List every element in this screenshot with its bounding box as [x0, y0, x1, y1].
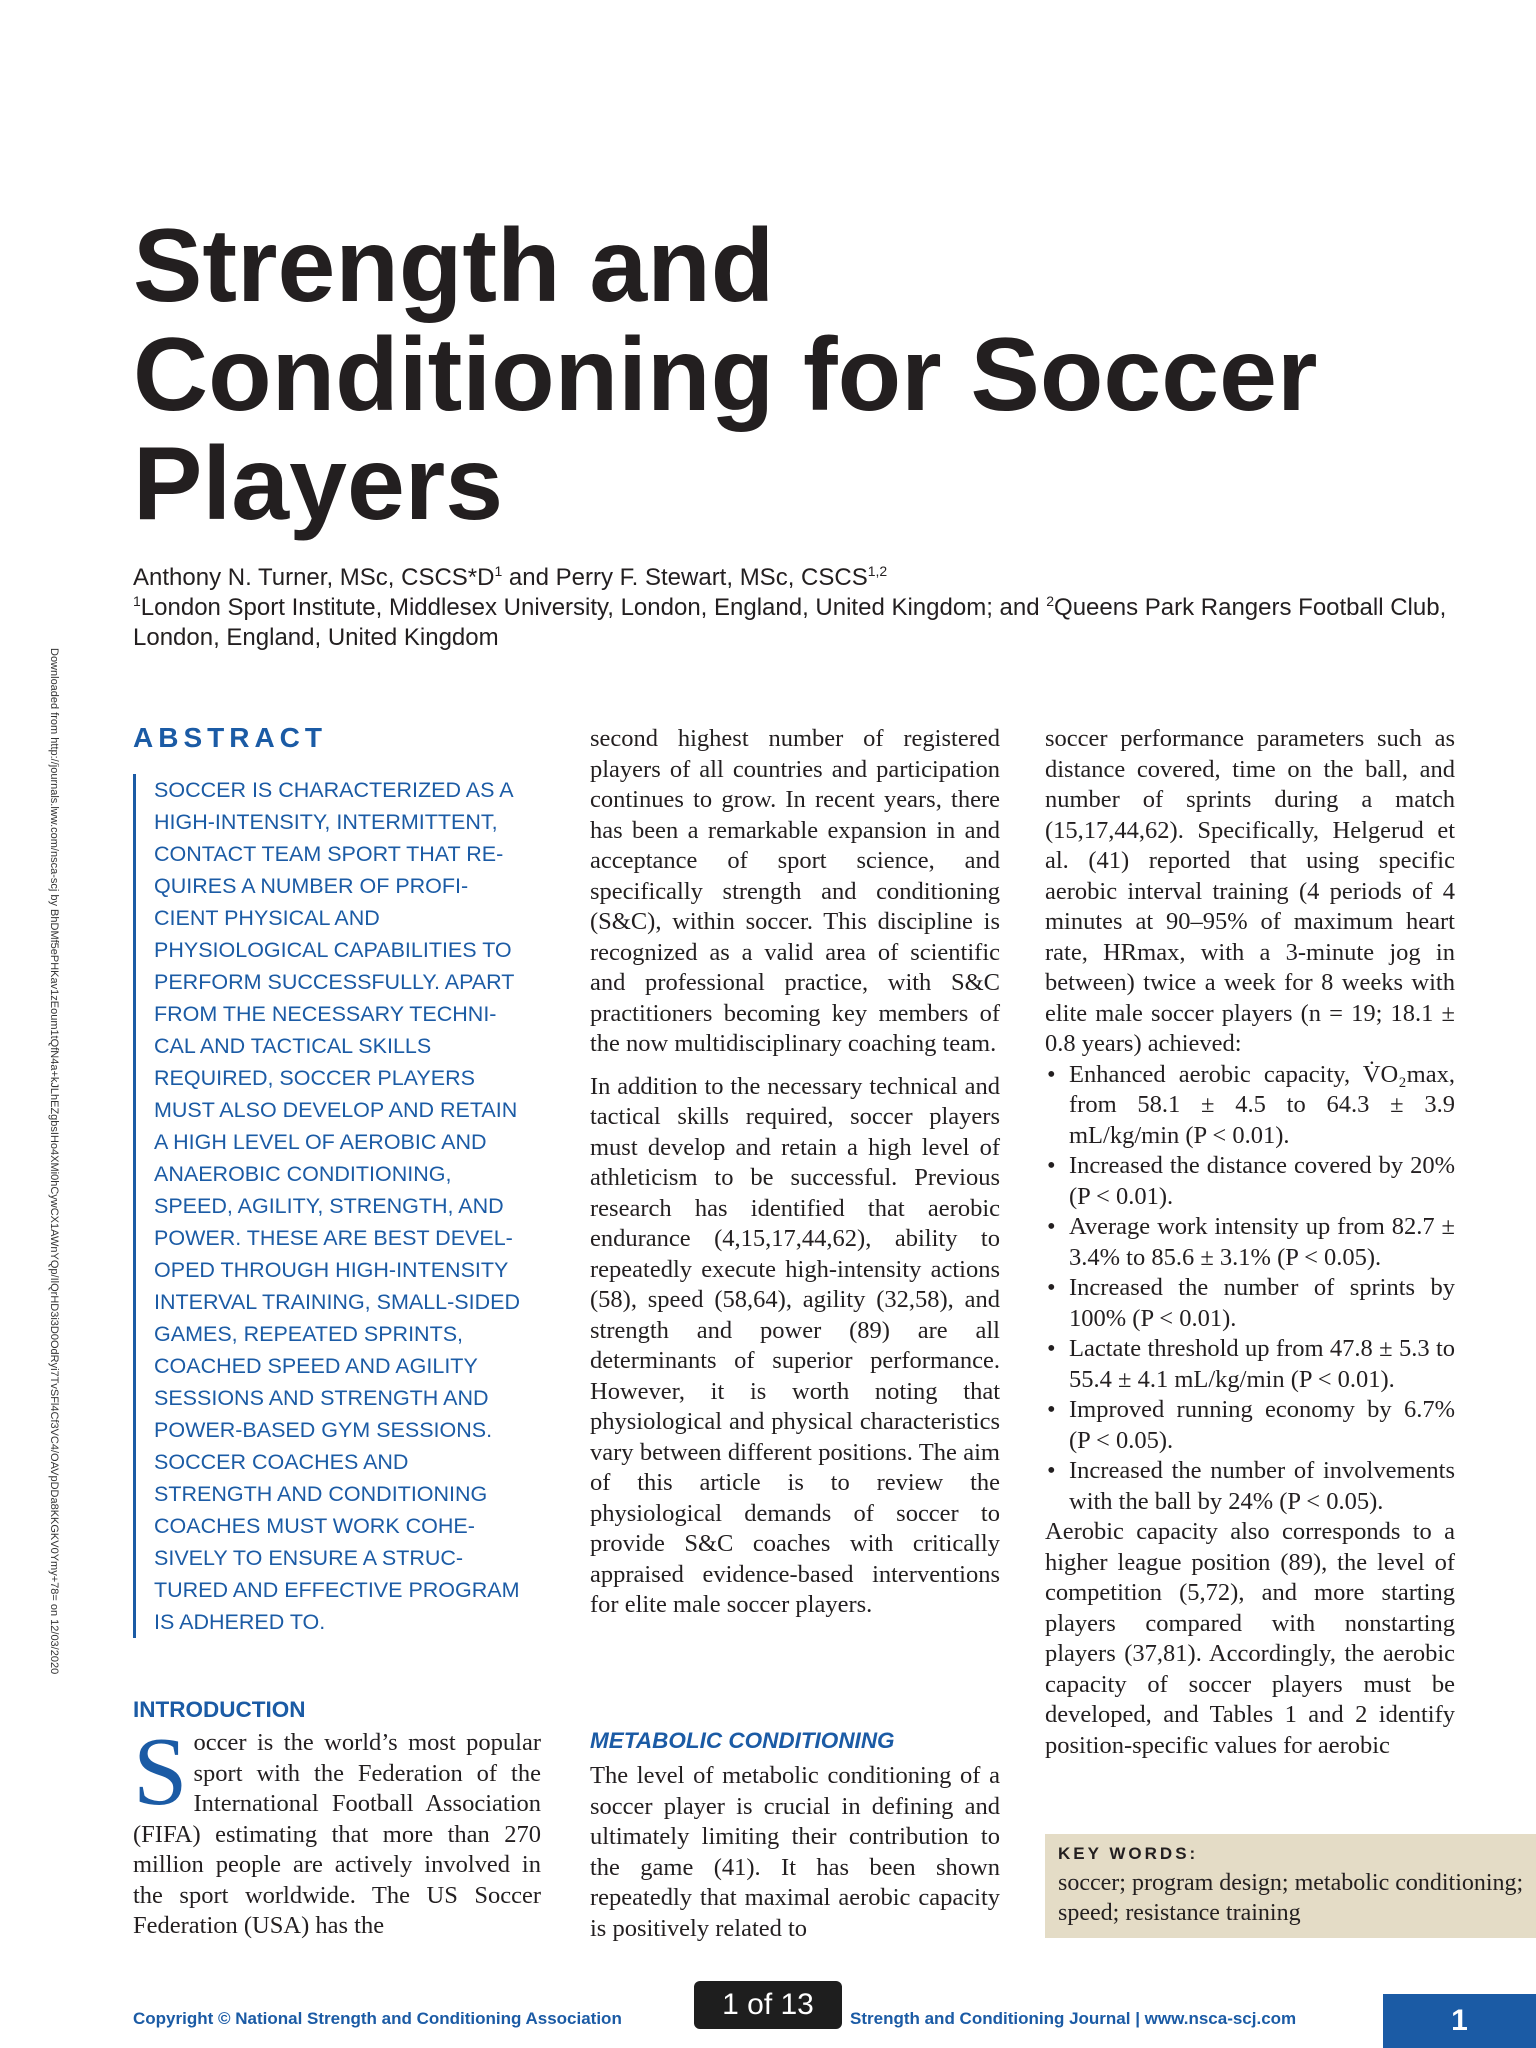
abstract-line: CAL AND TACTICAL SKILLS [154, 1034, 432, 1058]
page-indicator: 1 of 13 [694, 1981, 842, 2029]
abstract-line: FROM THE NECESSARY TECHNI- [154, 1002, 497, 1026]
list-item: • Average work intensity up from 82.7 ± 3.4% to 85.6 ± 3.1% (P < 0.05). [1045, 1212, 1455, 1273]
affiliation-marker: 1 [494, 563, 503, 579]
abstract-body [133, 774, 564, 1638]
download-note-text: Downloaded from http://journals.lww.com/nsca-scj by BhDMf5ePHKav1zEoum1tQfN4a+kJLhEZgbsIHo4XMi0hCywCX1AWnYQp/IlQrHD3i3D0OdRyi7TvSFl4Cf3VC4/OAVpDDa8KKGKV0Ymy+78= on 12/03/2020 [48, 648, 60, 1675]
affiliation-marker: 1,2 [867, 563, 888, 579]
metabolic-text [590, 1761, 1000, 1944]
abstract-line: SOCCER COACHES AND [154, 1450, 409, 1474]
affiliation-1: London Sport Institute, Middlesex University, London, England, United Kingdom; and [140, 594, 1047, 621]
title-line: Strength and [133, 208, 775, 324]
affiliation-2: Queens Park Rangers Football Club, London, England, United Kingdom [133, 594, 1447, 651]
drop-cap: S [133, 1718, 188, 1826]
metabolic-heading: METABOLIC CONDITIONING [590, 1728, 895, 1753]
keywords-text: soccer; program design; metabolic conditioning; speed; resistance training [1058, 1870, 1524, 1926]
affiliation-line [133, 593, 1463, 653]
title-line: Players [133, 426, 504, 542]
keywords-box [1045, 1834, 1536, 1938]
abstract-line: INTERVAL TRAINING, SMALL-SIDED [154, 1290, 520, 1314]
list-item: • Increased the distance covered by 20% (P < 0.01). [1045, 1151, 1455, 1212]
abstract-line: SESSIONS AND STRENGTH AND [154, 1386, 489, 1410]
list-item: • Increased the number of involvements with the ball by 24% (P < 0.05). [1045, 1456, 1455, 1517]
abstract-line: HIGH-INTENSITY, INTERMITTENT, [154, 810, 498, 834]
abstract-line: POWER. THESE ARE BEST DEVEL- [154, 1226, 513, 1250]
abstract-line: SPEED, AGILITY, STRENGTH, AND [154, 1194, 504, 1218]
abstract-line: SOCCER IS CHARACTERIZED AS A [154, 778, 514, 802]
affiliation-marker: 2 [1046, 593, 1055, 609]
page-number: 1 [1383, 1994, 1536, 2048]
list-item: • Lactate threshold up from 47.8 ± 5.3 to 55.4 ± 4.1 mL/kg/min (P < 0.01). [1045, 1334, 1455, 1395]
footer-journal[interactable]: Strength and Conditioning Journal | www.nsca-scj.com [850, 2009, 1297, 2028]
abstract-line: CIENT PHYSICAL AND [154, 906, 380, 930]
list-item: • Increased the number of sprints by 100% (P < 0.01). [1045, 1273, 1455, 1334]
title-line: Conditioning for Soccer [133, 317, 1318, 433]
abstract-line: PERFORM SUCCESSFULLY. APART [154, 970, 515, 994]
abstract-line: OPED THROUGH HIGH-INTENSITY [154, 1258, 509, 1282]
paragraph: soccer performance parameters such as distance covered, time on the ball, and number of sprints during a match (15,17,44,62). Specifically, Helgerud et al. (41) reported that using specific aerobic interval training (4 periods of 4 minutes at 90–95% of maximum heart rate, HRmax, with a 3-minute jog in between) twice a week for 8 weeks with elite male soccer players (n = 19; 18.1 ± 0.8 years) achieved: [1045, 725, 1455, 1057]
keywords-heading: KEY WORDS: [1058, 1844, 1199, 1863]
results-list [1045, 1060, 1455, 1518]
abstract-line: A HIGH LEVEL OF AEROBIC AND [154, 1130, 487, 1154]
abstract-heading: ABSTRACT [133, 722, 327, 753]
author-line [133, 563, 1463, 593]
abstract-line: CONTACT TEAM SPORT THAT RE- [154, 842, 504, 866]
article-title [133, 208, 1433, 542]
abstract-line: SIVELY TO ENSURE A STRUC- [154, 1546, 464, 1570]
abstract-line: REQUIRED, SOCCER PLAYERS [154, 1066, 475, 1090]
abstract-line: PHYSIOLOGICAL CAPABILITIES TO [154, 938, 512, 962]
author-2: and Perry F. Stewart, MSc, CSCS [502, 564, 868, 591]
abstract-line: TURED AND EFFECTIVE PROGRAM [154, 1578, 520, 1602]
paragraph: In addition to the necessary technical and tactical skills required, soccer players must develop and retain a high level of athleticism to be successful. Previous research has identified that aerobic endurance (4,15,17,44,62), ability to repeatedly execute high-intensity actions (58), speed (58,64), agility (32,58), and strength and power (89) are all determinants of superior performance. However, it is worth noting that physiological and physical characteristics vary between different positions. The aim of this article is to review the physiological demands of soccer to provide S&C coaches with critically appraised evidence-based interventions for elite male soccer players. [590, 1072, 1000, 1618]
abstract-line: IS ADHERED TO. [154, 1610, 326, 1634]
paragraph: second highest number of registered players of all countries and participation continues to grow. In recent years, there has been a remarkable expansion in and acceptance of sport science, and specifically strength and conditioning (S&C), within soccer. This discipline is recognized as a valid area of scientific and professional practice, with S&C practitioners becoming key members of the now multidisciplinary coaching team. [590, 725, 1000, 1057]
introduction-text [133, 1718, 541, 1942]
column-2 [590, 724, 1000, 1633]
abstract-line: ANAEROBIC CONDITIONING, [154, 1162, 452, 1186]
list-item: • Enhanced aerobic capacity, V̇O₂max, from 58.1 ± 4.5 to 64.3 ± 3.9 mL/kg/min (P < 0.01). [1045, 1060, 1455, 1152]
metabolic-body: The level of metabolic conditioning of a soccer player is crucial in defining and ultimately limiting their contribution to the game (41). It has been shown repeatedly that maximal aerobic capacity is positively related to [590, 1762, 1000, 1942]
column-3 [1045, 724, 1455, 1761]
abstract-line: POWER-BASED GYM SESSIONS. [154, 1418, 493, 1442]
affiliation-marker: 1 [133, 593, 141, 609]
introduction-body: occer is the world’s most popular sport with the Federation of the International Football Association (FIFA) estimating that more than 270 million people are actively involved in the sport worldwide. The US Soccer Federation (USA) has the [133, 1729, 541, 1939]
paragraph: Aerobic capacity also corresponds to a higher league position (89), the level of competition (5,72), and more starting players compared with nonstarting players (37,81). Accordingly, the aerobic capacity of soccer players must be developed, and Tables 1 and 2 identify position-specific values for aerobic [1045, 1518, 1455, 1759]
introduction-heading: INTRODUCTION [133, 1697, 306, 1722]
author-block [133, 563, 1463, 653]
list-item: • Improved running economy by 6.7% (P < 0.05). [1045, 1395, 1455, 1456]
abstract-line: GAMES, REPEATED SPRINTS, [154, 1322, 464, 1346]
abstract-line: STRENGTH AND CONDITIONING [154, 1482, 488, 1506]
abstract-line: QUIRES A NUMBER OF PROFI- [154, 874, 469, 898]
abstract-line: MUST ALSO DEVELOP AND RETAIN [154, 1098, 518, 1122]
author-1: Anthony N. Turner, MSc, CSCS*D [133, 564, 495, 591]
abstract-line: COACHED SPEED AND AGILITY [154, 1354, 478, 1378]
download-note [42, 648, 62, 1675]
abstract-line: COACHES MUST WORK COHE- [154, 1514, 475, 1538]
footer-copyright: Copyright © National Strength and Conditioning Association [133, 2009, 622, 2028]
